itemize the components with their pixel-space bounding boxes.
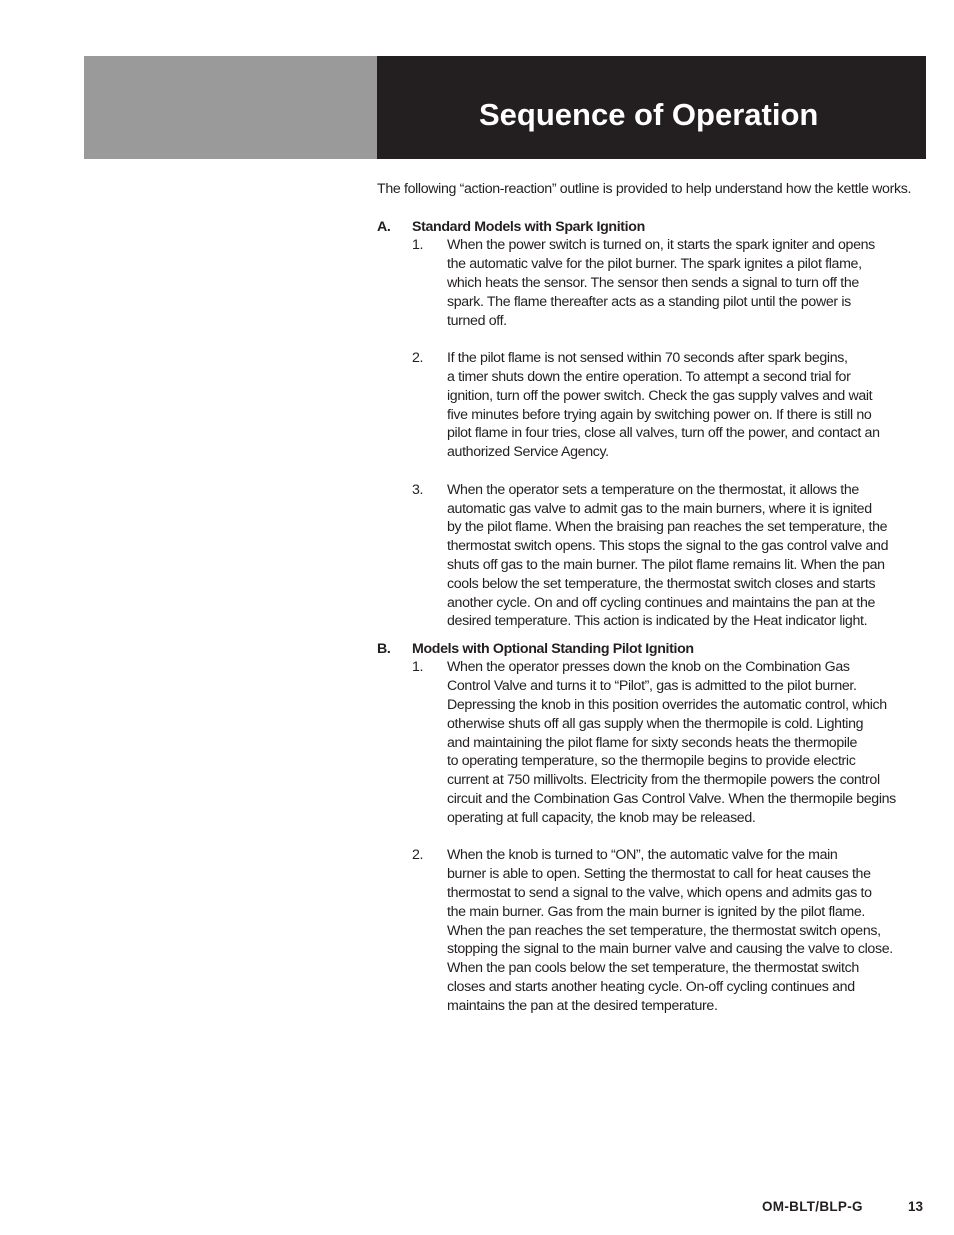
text-line: If the pilot flame is not sensed within 70 seconds after spark begins, [447,350,848,367]
list-item-number: 2. [412,847,424,864]
text-line: cools below the set temperature, the thermostat switch closes and starts [447,575,876,592]
text-line: and maintaining the pilot flame for sixty seconds heats the thermopile [447,734,858,751]
list-item-number: 3. [412,481,424,498]
list-item [377,846,927,1015]
text-line: shuts off gas to the main burner. The pilot flame remains lit. When the pan [447,556,885,573]
text-line: five minutes before trying again by switching power on. If there is still no [447,406,872,423]
text-line: automatic gas valve to admit gas to the main burners, where it is ignited [447,500,872,517]
footer-doc-code: OM-BLT/BLP-G [762,1199,863,1214]
section-letter: A. [377,218,391,235]
text-line: a timer shuts down the entire operation. To attempt a second trial for [447,368,851,385]
text-line: to operating temperature, so the thermopile begins to provide electric [447,753,856,770]
text-line: When the knob is turned to “ON”, the automatic valve for the main [447,847,838,864]
text-line: turned off. [447,312,507,329]
text-line: thermostat switch opens. This stops the signal to the gas control valve and [447,538,889,555]
text-line: Control Valve and turns it to “Pilot”, gas is admitted to the pilot burner. [447,678,857,695]
list-item-text [447,658,927,827]
text-line: When the operator sets a temperature on the thermostat, it allows the [447,481,859,498]
text-line: thermostat to send a signal to the valve, which opens and admits gas to [447,884,872,901]
list-item-number: 2. [412,350,424,367]
header-grey-block [84,56,377,159]
text-line: authorized Service Agency. [447,444,609,461]
sections-list [377,218,927,1016]
text-line: When the operator presses down the knob on the Combination Gas [447,659,850,676]
text-line: operating at full capacity, the knob may be released. [447,809,756,826]
list-item [377,349,927,462]
text-line: Depressing the knob in this position overrides the automatic control, which [447,697,887,714]
footer-page-number: 13 [908,1199,924,1214]
text-line: by the pilot flame. When the braising pan reaches the set temperature, the [447,519,888,536]
section-letter: B. [377,640,391,657]
main-content [377,180,927,1024]
text-line: stopping the signal to the main burner valve and causing the valve to close. [447,941,893,958]
list-item [377,236,927,330]
list-item [377,658,927,827]
list-item [377,481,927,631]
text-line: the main burner. Gas from the main burner is ignited by the pilot flame. [447,903,865,920]
text-line: the automatic valve for the pilot burner. The spark ignites a pilot flame, [447,256,862,273]
list-item-text [447,846,927,1015]
text-line: otherwise shuts off all gas supply when the thermopile is cold. Lighting [447,715,864,732]
text-line: closes and starts another heating cycle. On-off cycling continues and [447,978,855,995]
text-line: which heats the sensor. The sensor then sends a signal to turn off the [447,274,859,291]
text-line: desired temperature. This action is indicated by the Heat indicator light. [447,613,868,630]
list-item-number: 1. [412,237,424,254]
section-heading [377,218,927,237]
text-line: current at 750 millivolts. Electricity from the thermopile powers the control [447,772,880,789]
text-line: circuit and the Combination Gas Control Valve. When the thermopile begins [447,791,896,807]
text-line: ignition, turn off the power switch. Check the gas supply valves and wait [447,387,873,404]
list-item-number: 1. [412,659,424,676]
text-line: spark. The flame thereafter acts as a standing pilot until the power is [447,293,851,310]
page-title: Sequence of Operation [479,97,819,132]
text-line: another cycle. On and off cycling continues and maintains the pan at the [447,594,876,611]
text-line: burner is able to open. Setting the thermostat to call for heat causes the [447,866,871,883]
text-line: pilot flame in four tries, close all valves, turn off the power, and contact an [447,425,880,442]
list-item-text [447,481,927,631]
text-line: When the power switch is turned on, it starts the spark igniter and opens [447,237,875,254]
list-item-text [447,349,927,462]
section-heading [377,640,927,659]
text-line: When the pan cools below the set temperature, the thermostat switch [447,960,859,977]
section-heading-text: Models with Optional Standing Pilot Ignition [412,640,694,657]
section-heading-text: Standard Models with Spark Ignition [412,218,645,235]
intro-paragraph: The following “action-reaction” outline is provided to help understand how the kettle works. [377,181,912,197]
section-a [377,218,927,632]
text-line: maintains the pan at the desired temperature. [447,997,718,1014]
list-item-text [447,236,927,330]
section-b [377,640,927,1016]
text-line: When the pan reaches the set temperature, the thermostat switch opens, [447,922,881,939]
